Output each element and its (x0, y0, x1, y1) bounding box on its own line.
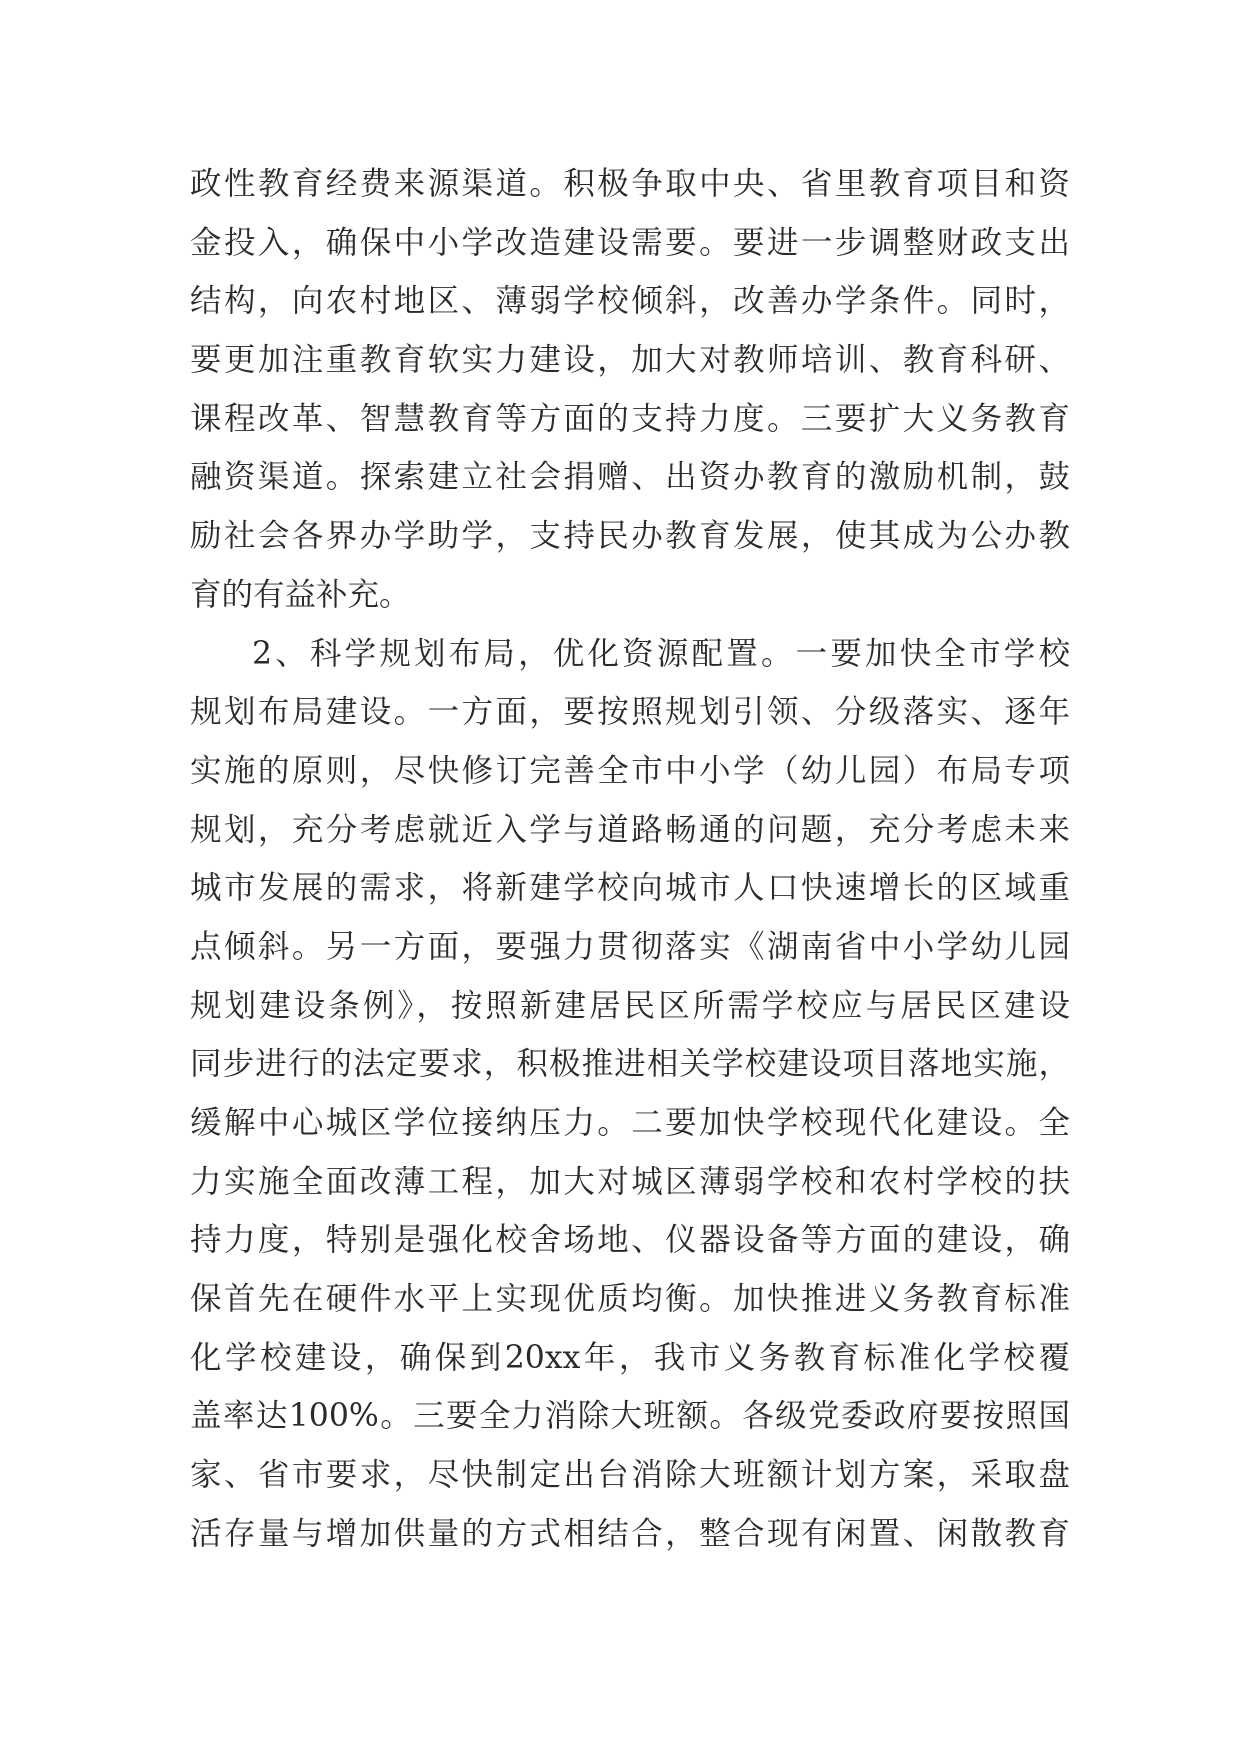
text-line: 持力度，特别是强化校舍场地、仪器设备等方面的建设，确 (190, 1222, 1070, 1259)
text-line: 融资渠道。探索建立社会捐赠、出资办教育的激励机制，鼓 (190, 459, 1070, 496)
text-line: 金投入，确保中小学改造建设需要。要进一步调整财政支出 (190, 224, 1070, 261)
text-line: 结构，向农村地区、薄弱学校倾斜，改善办学条件。同时， (190, 283, 1070, 320)
text-line: 活存量与增加供量的方式相结合，整合现有闲置、闲散教育 (190, 1515, 1070, 1552)
text-line: 实施的原则，尽快修订完善全市中小学（幼儿园）布局专项 (190, 752, 1070, 789)
text-line: 盖率达100%。三要全力消除大班额。各级党委政府要按照国 (190, 1398, 1070, 1435)
text-line: 点倾斜。另一方面，要强力贯彻落实《湖南省中小学幼儿园 (190, 928, 1070, 965)
text-line: 力实施全面改薄工程，加大对城区薄弱学校和农村学校的扶 (190, 1163, 1070, 1200)
text-line: 城市发展的需求，将新建学校向城市人口快速增长的区域重 (190, 870, 1070, 907)
text-line: 规划布局建设。一方面，要按照规划引领、分级落实、逐年 (190, 694, 1070, 731)
text-line: 要更加注重教育软实力建设，加大对教师培训、教育科研、 (190, 342, 1070, 379)
document-body (190, 155, 1070, 1564)
text-line: 保首先在硬件水平上实现优质均衡。加快推进义务教育标准 (190, 1281, 1070, 1318)
text-line: 缓解中心城区学位接纳压力。二要加快学校现代化建设。全 (190, 1105, 1070, 1141)
text-line: 育的有益补充。 (190, 576, 411, 613)
text-line: 家、省市要求，尽快制定出台消除大班额计划方案，采取盘 (190, 1457, 1070, 1494)
text-line: 课程改革、智慧教育等方面的支持力度。三要扩大义务教育 (190, 400, 1070, 437)
text-line: 规划建设条例》，按照新建居民区所需学校应与居民区建设 (190, 987, 1070, 1024)
text-line: 化学校建设，确保到20xx年，我市义务教育标准化学校覆 (190, 1339, 1070, 1376)
text-line: 政性教育经费来源渠道。积极争取中央、省里教育项目和资 (190, 166, 1070, 202)
text-line: 规划，充分考虑就近入学与道路畅通的问题，充分考虑未来 (190, 811, 1070, 848)
text-line: 同步进行的法定要求，积极推进相关学校建设项目落地实施， (190, 1046, 1070, 1083)
text-line: 励社会各界办学助学，支持民办教育发展，使其成为公办教 (190, 518, 1070, 555)
paragraph-start-line: 2、科学规划布局，优化资源配置。一要加快全市学校 (252, 635, 1070, 672)
